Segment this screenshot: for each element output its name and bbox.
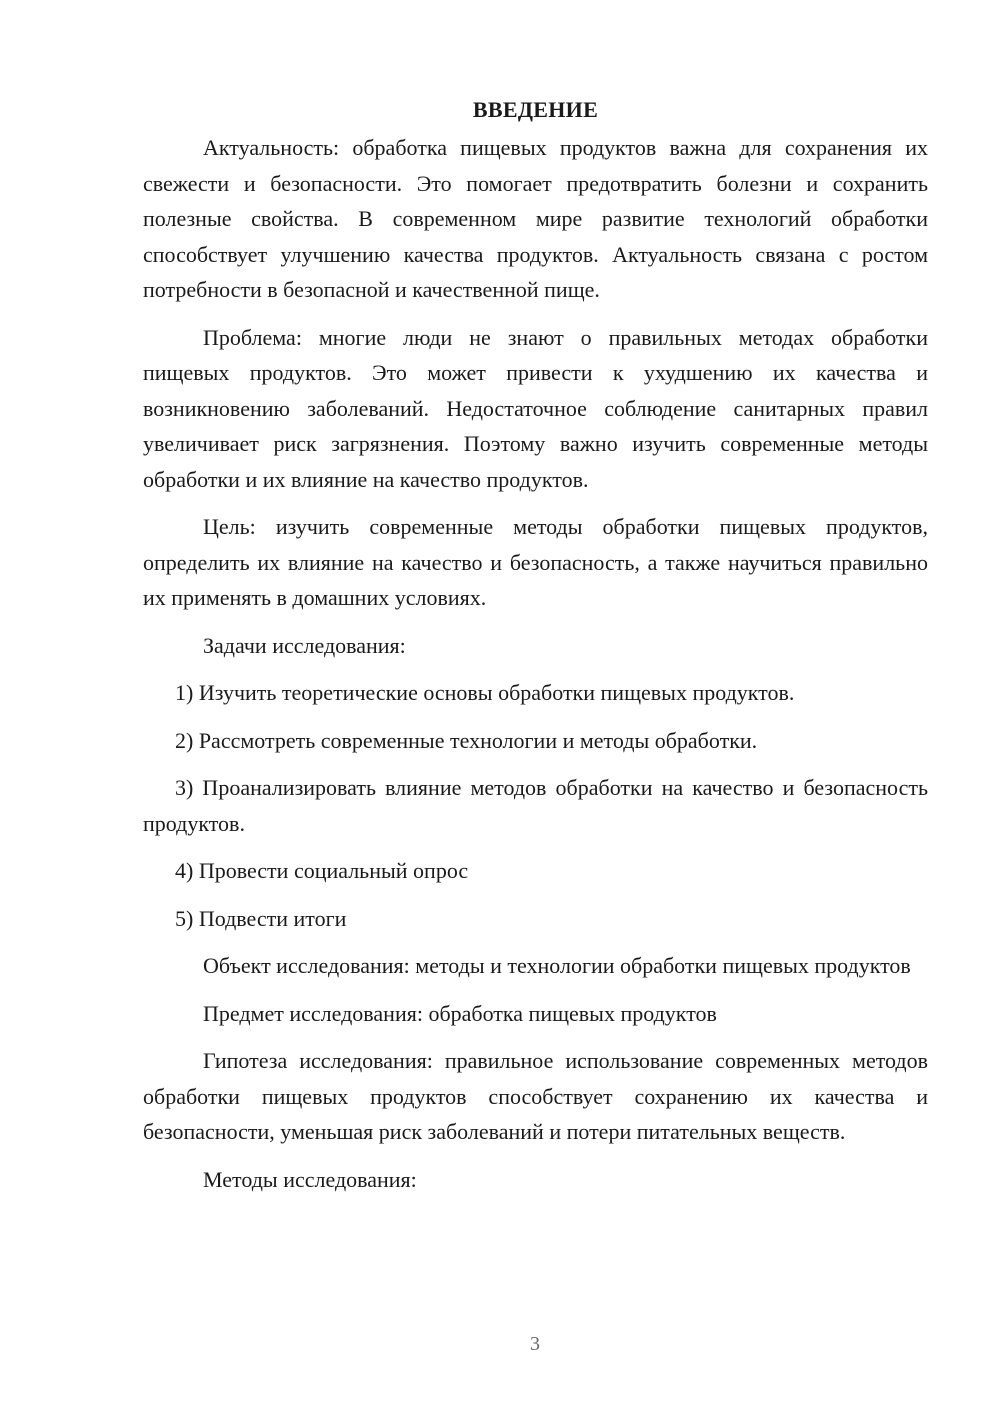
task-item-4: 4) Провести социальный опрос (175, 858, 469, 883)
problem-paragraph: Проблема: многие люди не знают о правильных методах обработки пищевых продуктов. Это может привести к ухудшению их качества и возникновению заболеваний. Недостаточное соблюдение санитарных правил увеличивает риск загрязнения. Поэтому важно изучить современные методы обработки и их влияние на качество продуктов. (143, 324, 928, 492)
goal-paragraph: Цель: изучить современные методы обработки пищевых продуктов, определить их влияние на качество и безопасность, а также научиться правильно их применять в домашних условиях. (143, 514, 928, 610)
hypothesis-paragraph: Гипотеза исследования: правильное использование современных методов обработки пищевых продуктов способствует сохранению их качества и безопасности, уменьшая риск заболеваний и потери питательных веществ. (143, 1048, 928, 1144)
task-item-1: 1) Изучить теоретические основы обработки пищевых продуктов. (175, 680, 795, 705)
methods-title: Методы исследования: (203, 1166, 417, 1192)
task-item-3: 3) Проанализировать влияние методов обработки на качество и безопасность продуктов. (143, 775, 928, 836)
tasks-title: Задачи исследования: (203, 632, 406, 658)
subject-paragraph: Предмет исследования: обработка пищевых продуктов (203, 1000, 717, 1026)
task-item-5: 5) Подвести итоги (175, 905, 347, 931)
object-paragraph: Объект исследования: методы и технологии обработки пищевых продуктов (203, 953, 911, 978)
relevance-paragraph: Актуальность: обработка пищевых продуктов важна для сохранения их свежести и безопасности. Это помогает предотвратить болезни и сохранить полезные свойства. В современном мире развитие технологий обработки способствует улучшению качества продуктов. Актуальность связана с ростом потребности в безопасной и качественной пище. (143, 135, 928, 302)
task-item-2: 2) Рассмотреть современные технологии и методы обработки. (175, 727, 758, 753)
page-number: 3 (530, 1333, 540, 1355)
section-heading: ВВЕДЕНИЕ (472, 97, 599, 122)
document-page (143, 92, 928, 1209)
